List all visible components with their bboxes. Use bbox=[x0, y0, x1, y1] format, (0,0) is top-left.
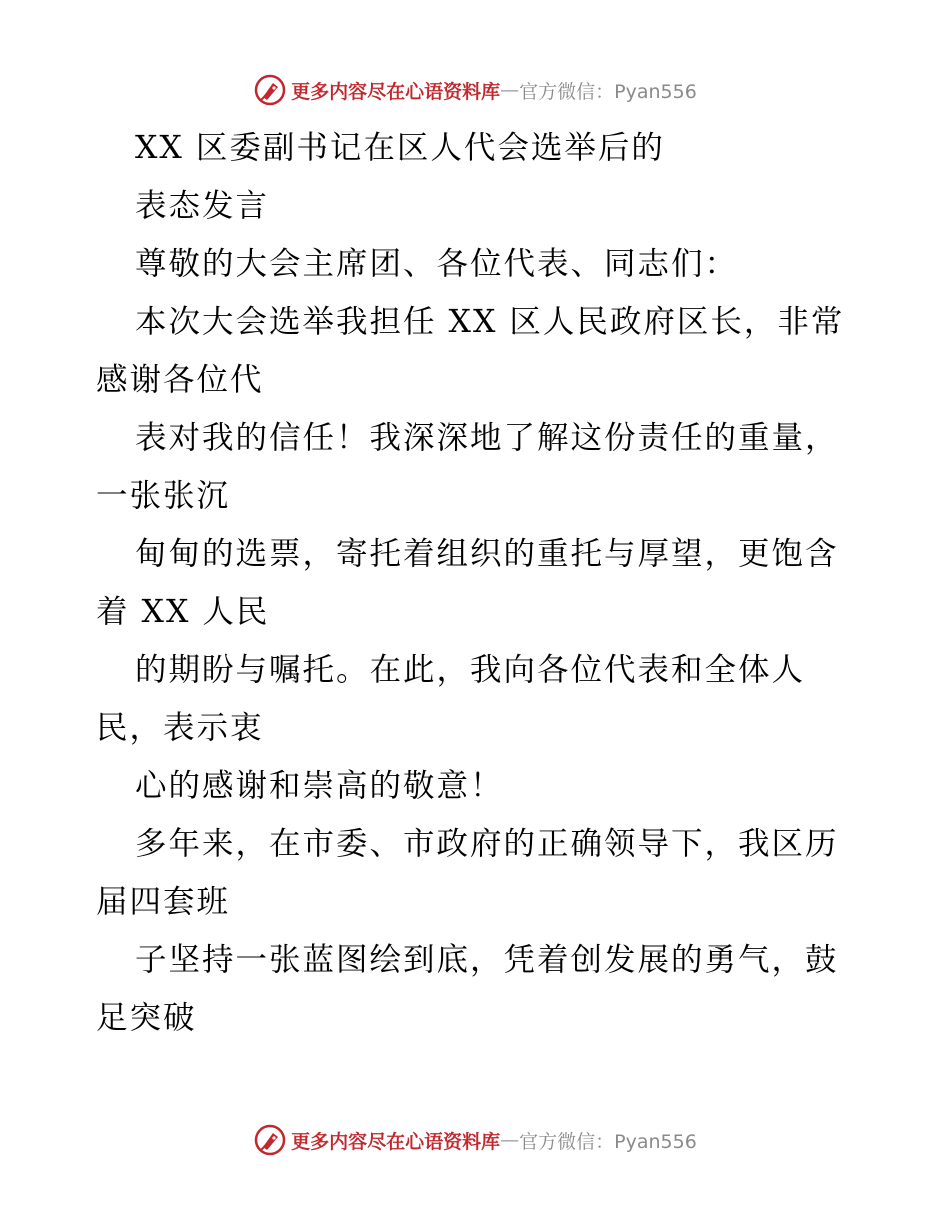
paragraph-line: 一张张沉 bbox=[96, 478, 231, 514]
pen-nib-circle-logo-icon bbox=[253, 1123, 287, 1157]
paragraph-line: 子坚持一张蓝图绘到底，凭着创发展的勇气，鼓 bbox=[135, 942, 839, 978]
document-title-line-2: 表态发言 bbox=[135, 188, 270, 224]
document-title-line-1: XX 区委副书记在区人代会选举后的 bbox=[135, 130, 665, 166]
header-watermark bbox=[0, 70, 950, 110]
watermark-site-name: 更多内容尽在心语资料库 bbox=[291, 1130, 501, 1153]
footer-watermark bbox=[0, 1120, 950, 1160]
paragraph-line: 多年来，在市委、市政府的正确领导下，我区历 bbox=[135, 826, 839, 862]
paragraph-line: 足突破 bbox=[96, 1000, 197, 1036]
watermark-dash: — bbox=[500, 79, 520, 101]
watermark-wechat: 官方微信：Pyan556 bbox=[519, 80, 697, 103]
paragraph-line: 心的感谢和崇高的敬意！ bbox=[135, 768, 504, 804]
paragraph-line: 本次大会选举我担任 XX 区人民政府区长，非常 bbox=[135, 304, 845, 340]
watermark-wechat: 官方微信：Pyan556 bbox=[519, 1130, 697, 1153]
paragraph-line: 的期盼与嘱托。在此，我向各位代表和全体人 bbox=[135, 652, 806, 688]
watermark-site-name: 更多内容尽在心语资料库 bbox=[291, 80, 501, 103]
watermark-dash: — bbox=[500, 1129, 520, 1151]
paragraph-line: 届四套班 bbox=[96, 884, 231, 920]
salutation: 尊敬的大会主席团、各位代表、同志们： bbox=[135, 246, 739, 282]
paragraph-line: 表对我的信任！我深深地了解这份责任的重量， bbox=[135, 420, 839, 456]
paragraph-line: 甸甸的选票，寄托着组织的重托与厚望，更饱含 bbox=[135, 536, 839, 572]
pen-nib-circle-logo-icon bbox=[253, 73, 287, 107]
paragraph-line: 感谢各位代 bbox=[96, 362, 264, 398]
paragraph-line: 民，表示衷 bbox=[96, 710, 264, 746]
paragraph-line: 着 XX 人民 bbox=[96, 594, 270, 630]
